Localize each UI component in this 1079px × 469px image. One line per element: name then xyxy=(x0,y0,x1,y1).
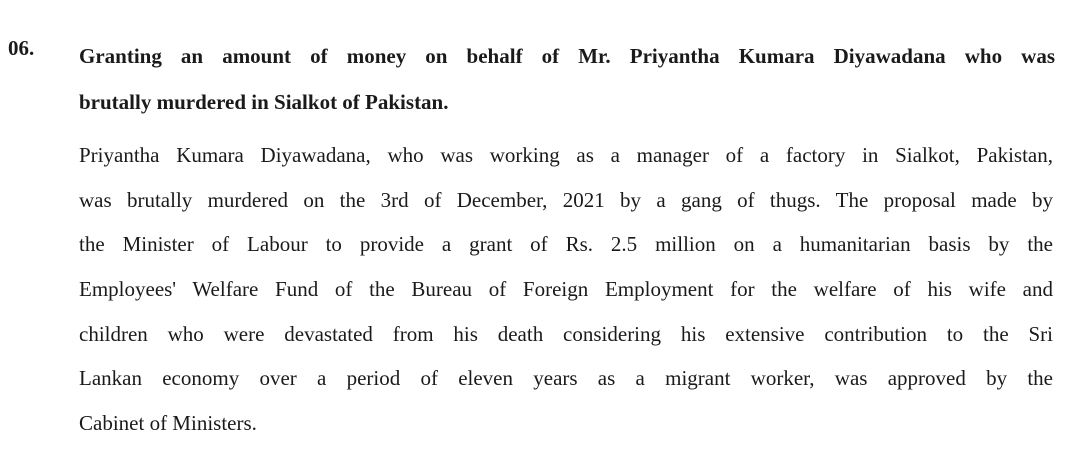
item-title-line: brutally murdered in Sialkot of Pakistan. xyxy=(79,90,449,114)
item-body xyxy=(79,133,1053,446)
item-body-line: was brutally murdered on the 3rd of December, 2021 by a gang of thugs. The proposal made by xyxy=(79,187,1053,212)
item-body-line: the Minister of Labour to provide a grant of Rs. 2.5 million on a humanitarian basis by the xyxy=(79,232,1053,257)
item-body-line: Lankan economy over a period of eleven years as a migrant worker, was approved by the xyxy=(79,366,1053,391)
item-body-line: Cabinet of Ministers. xyxy=(79,411,257,436)
item-title-line: Granting an amount of money on behalf of Mr. Priyantha Kumara Diyawadana who was xyxy=(79,44,1055,68)
item-body-line: children who were devastated from his death considering his extensive contribution to the Sri xyxy=(79,321,1053,346)
item-body-line: Priyantha Kumara Diyawadana, who was working as a manager of a factory in Sialkot, Pakistan, xyxy=(79,143,1053,167)
item-number: 06. xyxy=(8,36,35,60)
item-title xyxy=(79,33,1055,125)
item-body-line: Employees' Welfare Fund of the Bureau of Foreign Employment for the welfare of his wife and xyxy=(79,277,1053,302)
